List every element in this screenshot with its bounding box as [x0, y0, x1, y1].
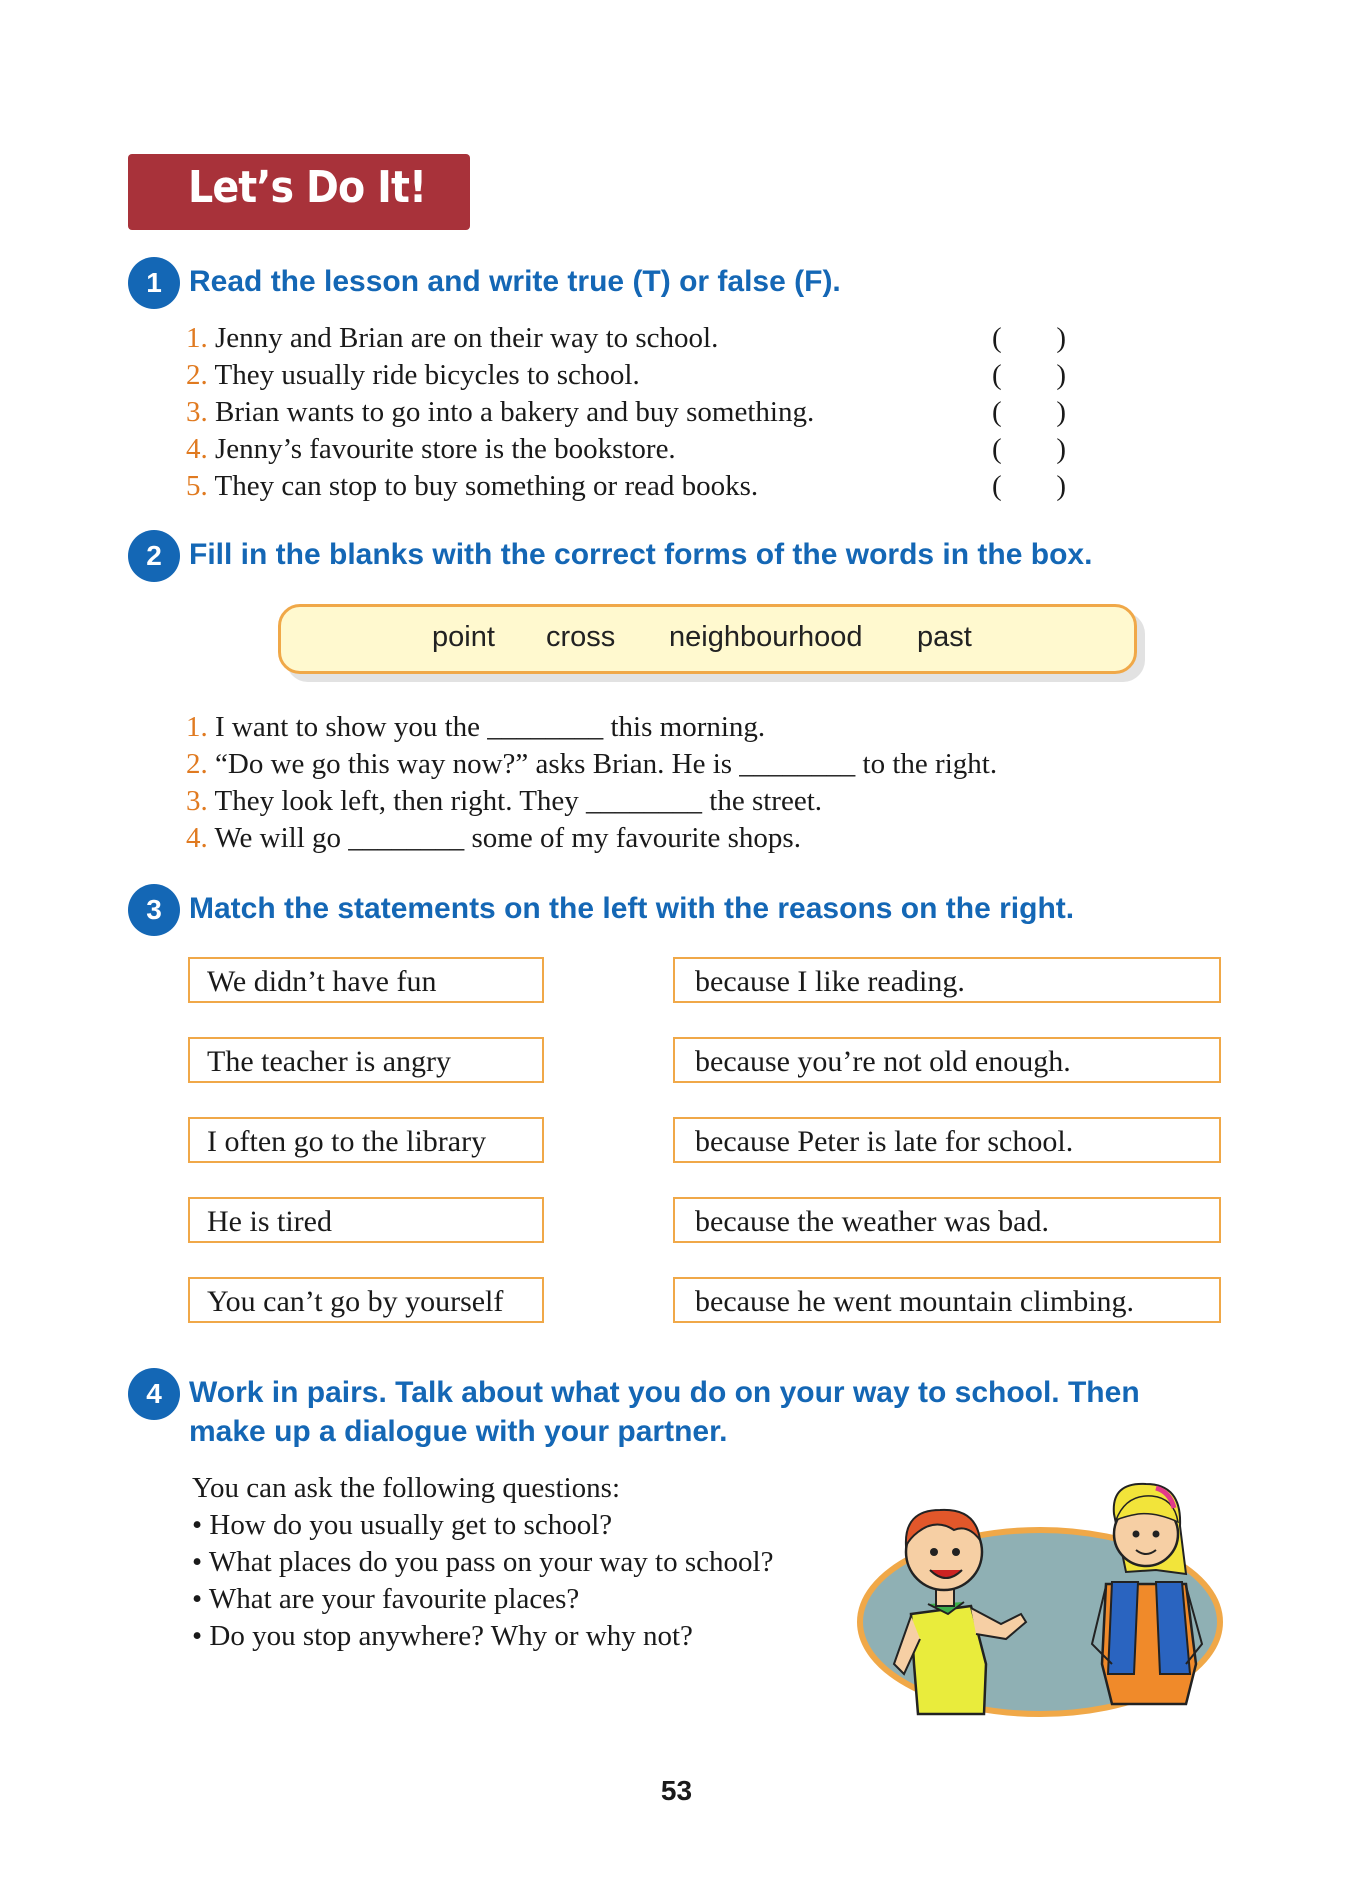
- tf-item-3: 3. Brian wants to go into a bakery and buy something.: [186, 396, 815, 428]
- banner-title: Let’s Do It!: [188, 162, 427, 213]
- match-left-1[interactable]: We didn’t have fun: [188, 957, 544, 1003]
- match-right-4[interactable]: because the weather was bad.: [673, 1197, 1221, 1243]
- questions-intro: You can ask the following questions:: [192, 1472, 621, 1504]
- section-1-number: 1: [128, 257, 180, 309]
- tf-item-1: 1. Jenny and Brian are on their way to school.: [186, 322, 719, 354]
- section-4-title-line-2: make up a dialogue with your partner.: [189, 1415, 728, 1448]
- fill-item-1: 1. I want to show you the ________ this morning.: [186, 711, 766, 743]
- section-2-number: 2: [128, 530, 180, 582]
- match-right-2[interactable]: because you’re not old enough.: [673, 1037, 1221, 1083]
- question-4: • Do you stop anywhere? Why or why not?: [192, 1620, 693, 1652]
- section-4-title-line-1: Work in pairs. Talk about what you do on your way to school. Then: [189, 1376, 1140, 1409]
- page-number: 53: [660, 1775, 693, 1806]
- tf-item-5: 5. They can stop to buy something or read books.: [186, 470, 759, 502]
- match-right-1[interactable]: because I like reading.: [673, 957, 1221, 1003]
- word-cross: cross: [546, 621, 616, 653]
- match-right-5[interactable]: because he went mountain climbing.: [673, 1277, 1221, 1323]
- word-point: point: [432, 621, 495, 653]
- question-1: • How do you usually get to school?: [192, 1509, 613, 1541]
- match-left-4[interactable]: He is tired: [188, 1197, 544, 1243]
- match-left-5[interactable]: You can’t go by yourself: [188, 1277, 544, 1323]
- section-3-title: Match the statements on the left with the reasons on the right.: [189, 892, 1075, 925]
- match-right-3[interactable]: because Peter is late for school.: [673, 1117, 1221, 1163]
- section-4-number: 4: [128, 1368, 180, 1420]
- match-left-2[interactable]: The teacher is angry: [188, 1037, 544, 1083]
- match-left-3[interactable]: I often go to the library: [188, 1117, 544, 1163]
- fill-item-2: 2. “Do we go this way now?” asks Brian. He is ________ to the right.: [186, 748, 998, 780]
- word-neighbourhood: neighbourhood: [669, 621, 863, 653]
- question-3: • What are your favourite places?: [192, 1583, 580, 1615]
- kids-talking-illustration: [856, 1474, 1230, 1734]
- word-box: [278, 604, 1137, 674]
- fill-item-3: 3. They look left, then right. They ________ the street.: [186, 785, 823, 817]
- word-past: past: [917, 621, 972, 653]
- fill-item-4: 4. We will go ________ some of my favourite shops.: [186, 822, 801, 854]
- tf-item-4: 4. Jenny’s favourite store is the bookstore.: [186, 433, 676, 465]
- girl-figure: [1092, 1484, 1202, 1704]
- question-2: • What places do you pass on your way to school?: [192, 1546, 774, 1578]
- section-2-title: Fill in the blanks with the correct forms of the words in the box.: [189, 538, 1093, 571]
- tf-item-2: 2. They usually ride bicycles to school.: [186, 359, 640, 391]
- section-3-number: 3: [128, 884, 180, 936]
- lets-do-it-banner: [128, 154, 470, 230]
- section-1-title: Read the lesson and write true (T) or false (F).: [189, 265, 841, 298]
